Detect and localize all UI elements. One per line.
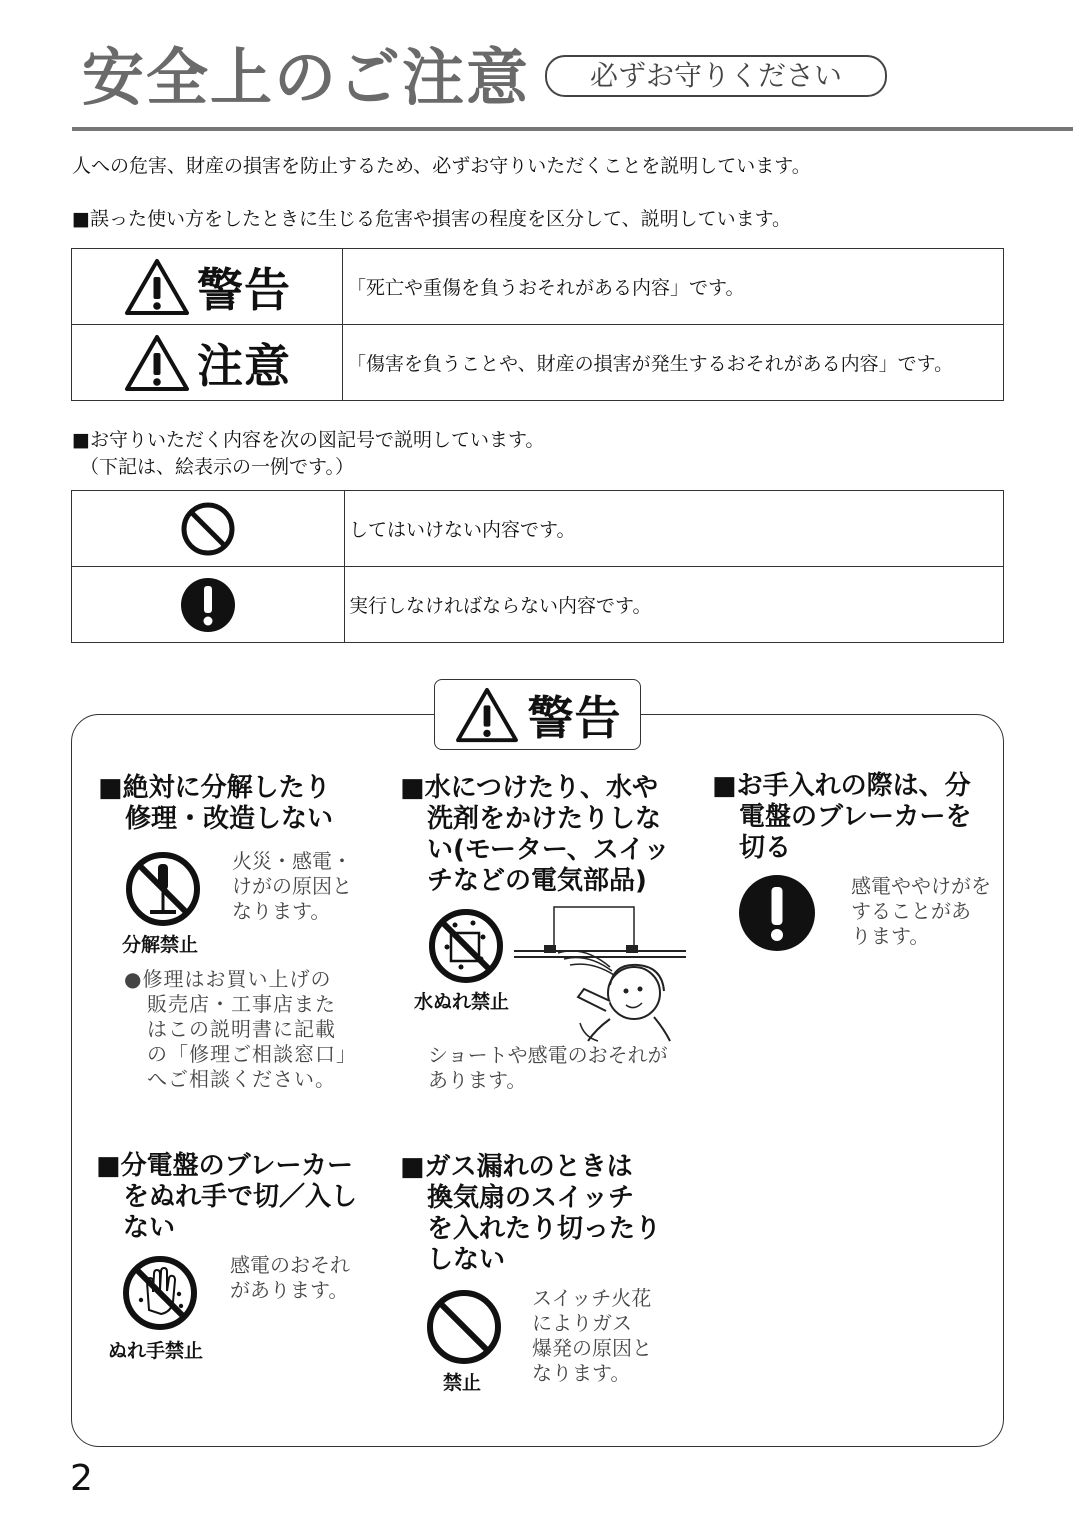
mandatory-action-icon xyxy=(179,576,237,634)
prohibited-description: してはいけない内容です。 xyxy=(349,519,576,541)
mandatory-description: 実行しなければならない内容です。 xyxy=(349,595,652,617)
item-water-heading: ■水につけたり、水や 洗剤をかけたりしな い(モーター、スイッ チなどの電気部品) xyxy=(400,773,670,896)
severity-row-caution xyxy=(72,325,1004,401)
item-wet-hands-heading: ■分電盤のブレーカー をぬれ手で切／入し ない xyxy=(96,1151,358,1243)
symbols-heading: ■お守りいただく内容を次の図記号で説明しています。 xyxy=(72,429,545,451)
prohibition-icon xyxy=(179,500,237,558)
mandatory-action-icon xyxy=(738,874,816,952)
no-wet-hands-icon xyxy=(121,1254,199,1332)
prohibition-caption: 禁止 xyxy=(443,1372,482,1394)
item-disassembly-heading: ■絶対に分解したり 修理・改造しない xyxy=(98,773,334,834)
warning-triangle-icon xyxy=(454,686,520,744)
warning-label: 警告 xyxy=(197,262,291,317)
subtitle-pill: 必ずお守りください xyxy=(545,55,887,97)
no-wet-hands-caption: ぬれ手禁止 xyxy=(108,1340,204,1362)
item-breaker-reason: 感電ややけがを することがあ ります。 xyxy=(851,874,991,948)
prohibition-icon xyxy=(425,1288,503,1366)
page-number: 2 xyxy=(70,1458,93,1499)
caution-description: 「傷害を負うことや、財産の損害が発生するおそれがある内容」です。 xyxy=(347,353,954,375)
severity-table xyxy=(71,248,1004,401)
item-disassembly-reason: 火災・感電・ けがの原因と なります。 xyxy=(232,849,352,923)
item-water-reason: ショートや感電のおそれが あります。 xyxy=(428,1043,668,1092)
severity-row-warning xyxy=(72,249,1004,325)
warning-description: 「死亡や重傷を負うおそれがある内容」です。 xyxy=(347,277,745,299)
title-divider xyxy=(72,127,1073,131)
item-gas-leak-heading: ■ガス漏れのときは 換気扇のスイッチ を入れたり切ったり しない xyxy=(400,1152,662,1275)
page-title: 安全上のご注意 xyxy=(82,41,531,114)
warning-triangle-icon xyxy=(123,257,191,317)
warning-badge-label: 警告 xyxy=(527,690,622,745)
no-disassembly-caption: 分解禁止 xyxy=(122,934,199,956)
no-water-caption: 水ぬれ禁止 xyxy=(414,991,510,1013)
symbol-table xyxy=(71,490,1004,643)
symbol-row-mandatory xyxy=(72,567,1004,643)
item-wet-hands-reason: 感電のおそれ があります。 xyxy=(230,1253,350,1302)
classification-heading: ■誤った使い方をしたときに生じる危害や損害の程度を区分して、説明しています。 xyxy=(72,208,792,230)
item-gas-leak-reason: スイッチ火花 によりガス 爆発の原因と なります。 xyxy=(532,1286,652,1385)
no-disassembly-icon xyxy=(124,850,202,928)
spraying-water-illustration xyxy=(514,905,686,1043)
warning-badge xyxy=(434,679,641,750)
caution-label: 注意 xyxy=(197,338,291,393)
item-disassembly-note: ●修理はお買い上げの 販売店・工事店また はこの説明書に記載 の「修理ご相談窓口」 へご相談ください。 xyxy=(124,967,357,1091)
caution-triangle-icon xyxy=(123,333,191,393)
no-water-icon xyxy=(427,907,505,985)
symbols-note: （下記は、絵表示の一例です。） xyxy=(80,456,354,478)
item-breaker-heading: ■お手入れの際は、分 電盤のブレーカーを 切る xyxy=(712,771,972,863)
intro-text: 人への危害、財産の損害を防止するため、必ずお守りいただくことを説明しています。 xyxy=(72,155,811,177)
symbol-row-prohibited xyxy=(72,491,1004,567)
